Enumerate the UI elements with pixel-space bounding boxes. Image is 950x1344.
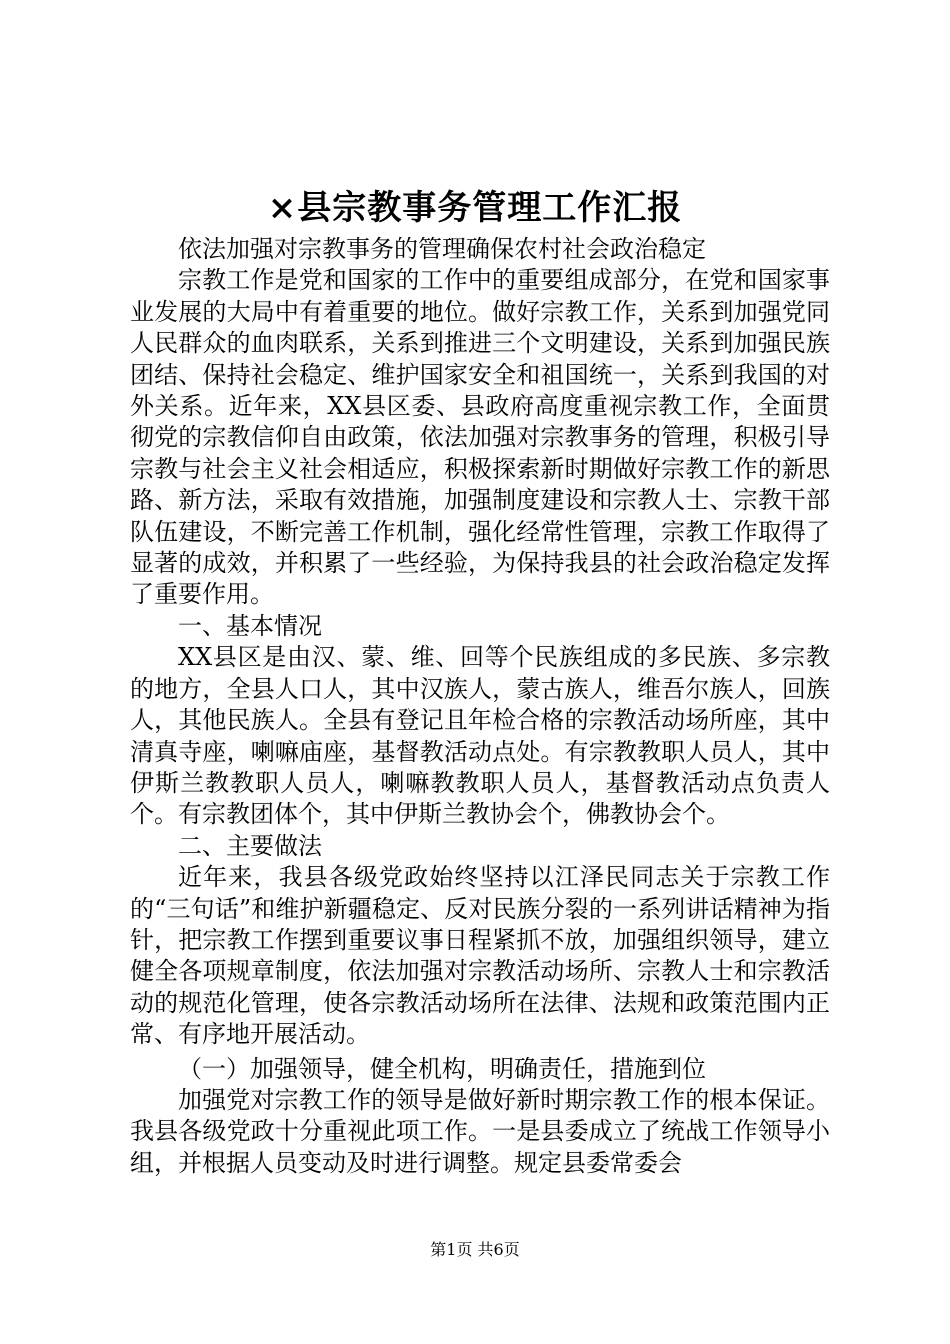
page-footer: 第1页 共6页 [430,1240,520,1259]
document-title: ×县宗教事务管理工作汇报 [267,188,683,228]
basic-info-paragraph: XX县区是由汉、蒙、维、回等个民族组成的多民族、多宗教的地方，全县人口人，其中汉族人，蒙古族人，维吾尔族人，回族人，其他民族人。全县有登记且年检合格的宗教活动场所座，其中清真寺座，喇嘛庙座，基督教活动点处。有宗教教职人员人，其中伊斯兰教教职人员人，喇嘛教教职人员人，基督教活动点负责人个。有宗教团体个，其中伊斯兰教协会个，佛教协会个。 [130,643,830,829]
intro-paragraph: 宗教工作是党和国家的工作中的重要组成部分，在党和国家事业发展的大局中有着重要的地位。做好宗教工作，关系到加强党同人民群众的血肉联系，关系到推进三个文明建设，关系到加强民族团结、保持社会稳定、维护国家安全和祖国统一，关系到我国的对外关系。近年来，XX县区委、县政府高度重视宗教工作，全面贯彻党的宗教信仰自由政策，依法加强对宗教事务的管理，积极引导宗教与社会主义社会相适应，积极探索新时期做好宗教工作的新思路、新方法，采取有效措施，加强制度建设和宗教人士、宗教干部队伍建设，不断完善工作机制，强化经常性管理，宗教工作取得了显著的成效，并积累了一些经验，为保持我县的社会政治稳定发挥了重要作用。 [130,266,830,609]
methods-paragraph: 近年来，我县各级党政始终坚持以江泽民同志关于宗教工作的“三句话”和维护新疆稳定、反对民族分裂的一系列讲话精神为指针，把宗教工作摆到重要议事日程紧抓不放，加强组织领导，建立健全各项规章制度，依法加强对宗教活动场所、宗教人士和宗教活动的规范化管理，使各宗教活动场所在法律、法规和政策范围内正常、有序地开展活动。 [130,863,830,1049]
subsection-heading-leadership: （一）加强领导，健全机构，明确责任，措施到位 [178,1054,706,1083]
subtitle-paragraph: 依法加强对宗教事务的管理确保农村社会政治稳定 [178,235,706,263]
document-body [130,234,830,1179]
leadership-paragraph: 加强党对宗教工作的领导是做好新时期宗教工作的根本保证。我县各级党政十分重视此项工作。一是县委成立了统战工作领导小组，并根据人员变动及时进行调整。规定县委常委会 [130,1085,830,1177]
section-heading-basic: 一、基本情况 [178,611,322,640]
section-heading-methods: 二、主要做法 [178,831,322,860]
